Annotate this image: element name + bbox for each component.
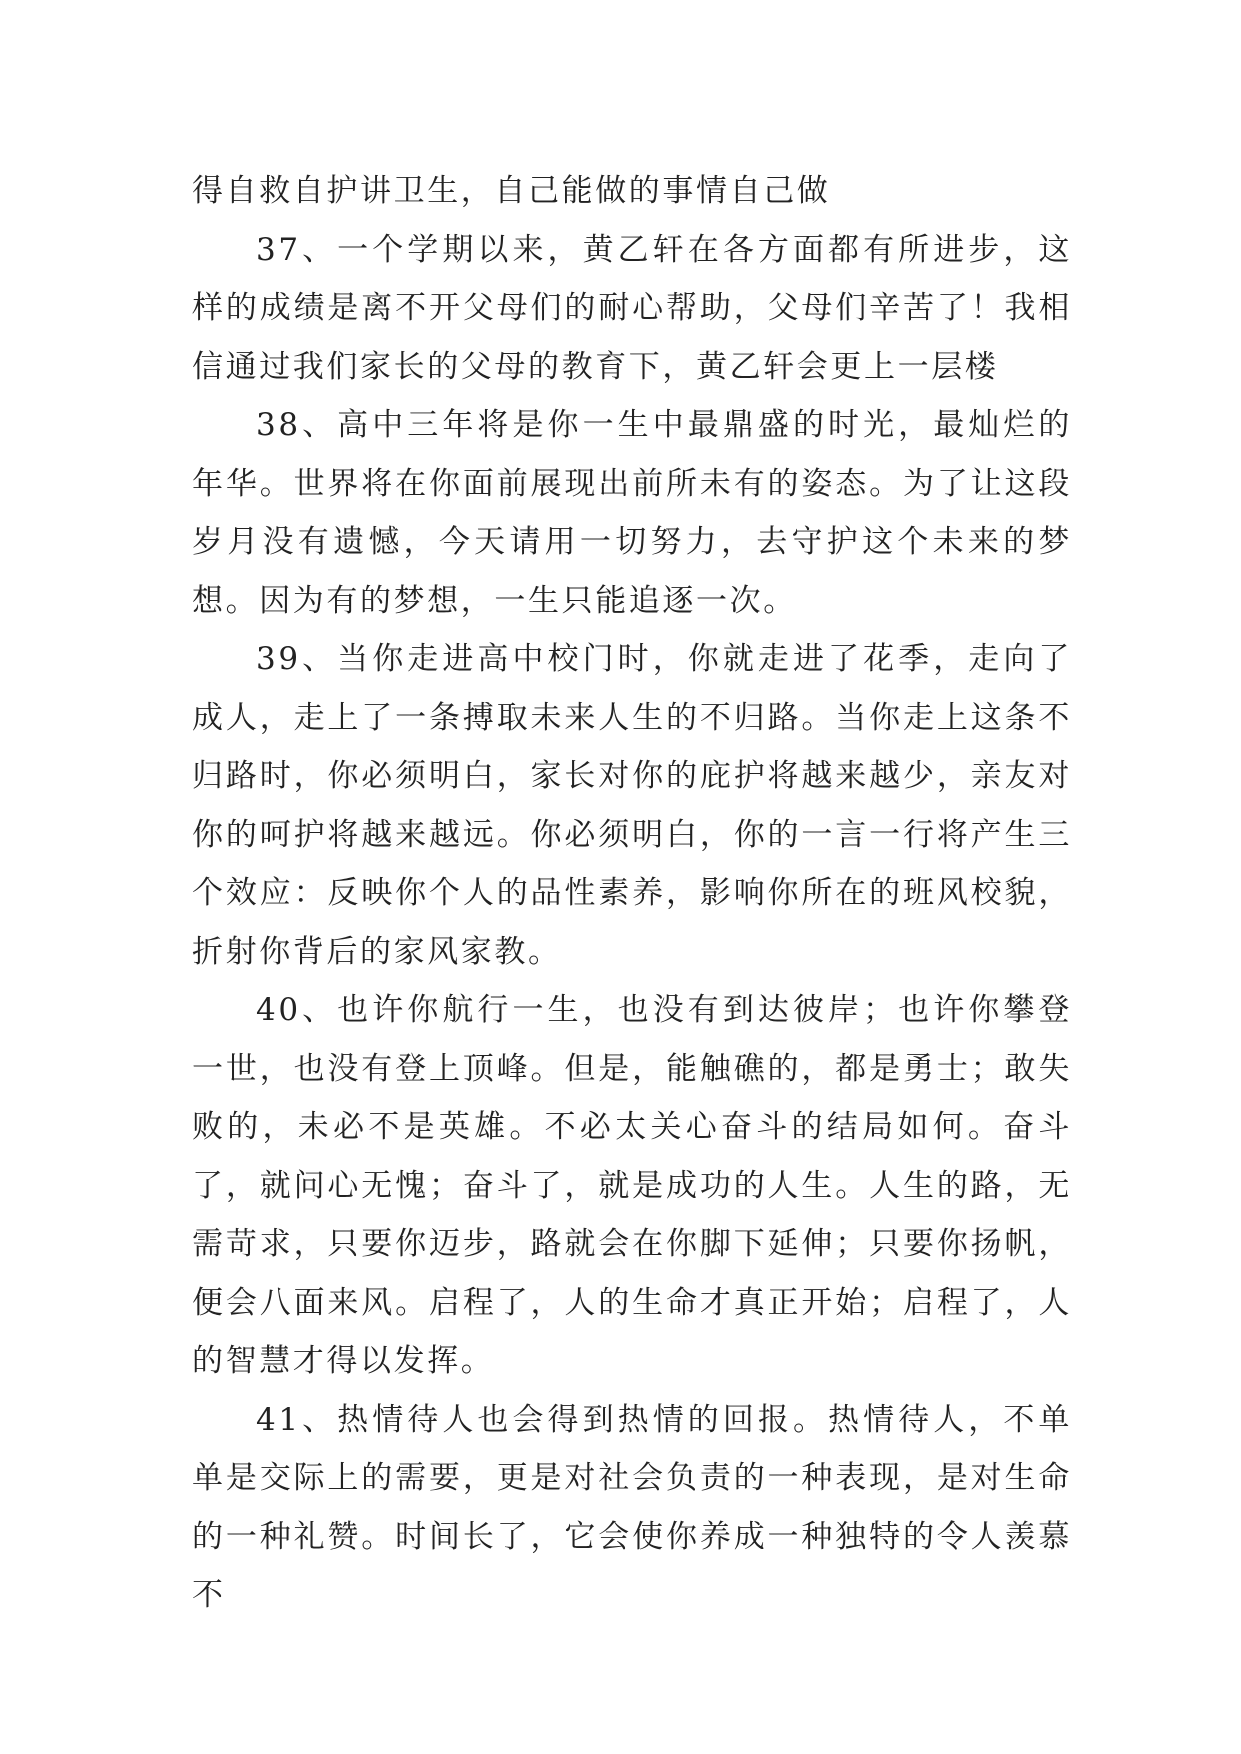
paragraph-39: 39、当你走进高中校门时，你就走进了花季，走向了成人，走上了一条搏取未来人生的不归路。当你走上这条不归路时，你必须明白，家长对你的庇护将越来越少，亲友对你的呵护将越来越远。你必须明白，你的一言一行将产生三个效应：反映你个人的品性素养，影响你所在的班风校貌，折射你背后的家风家教。 (192, 641, 1072, 970)
body-text (192, 162, 1072, 1625)
paragraph-37: 37、一个学期以来，黄乙轩在各方面都有所进步，这样的成绩是离不开父母们的耐心帮助，父母们辛苦了！我相信通过我们家长的父母的教育下，黄乙轩会更上一层楼 (192, 231, 1072, 385)
paragraph-38: 38、高中三年将是你一生中最鼎盛的时光，最灿烂的年华。世界将在你面前展现出前所未有的姿态。为了让这段岁月没有遗憾，今天请用一切努力，去守护这个未来的梦想。因为有的梦想，一生只能追逐一次。 (192, 407, 1072, 619)
paragraph-continued: 得自救自护讲卫生，自己能做的事情自己做 (192, 173, 831, 209)
paragraph-41: 41、热情待人也会得到热情的回报。热情待人，不单单是交际上的需要，更是对社会负责的一种表现，是对生命的一种礼赞。时间长了，它会使你养成一种独特的令人羡慕不 (192, 1401, 1072, 1613)
paragraph-40: 40、也许你航行一生，也没有到达彼岸；也许你攀登一世，也没有登上顶峰。但是，能触礁的，都是勇士；敢失败的，未必不是英雄。不必太关心奋斗的结局如何。奋斗了，就问心无愧；奋斗了，就是成功的人生。人生的路，无需苛求，只要你迈步，路就会在你脚下延伸；只要你扬帆，便会八面来风。启程了，人的生命才真正开始；启程了，人的智慧才得以发挥。 (192, 992, 1072, 1379)
